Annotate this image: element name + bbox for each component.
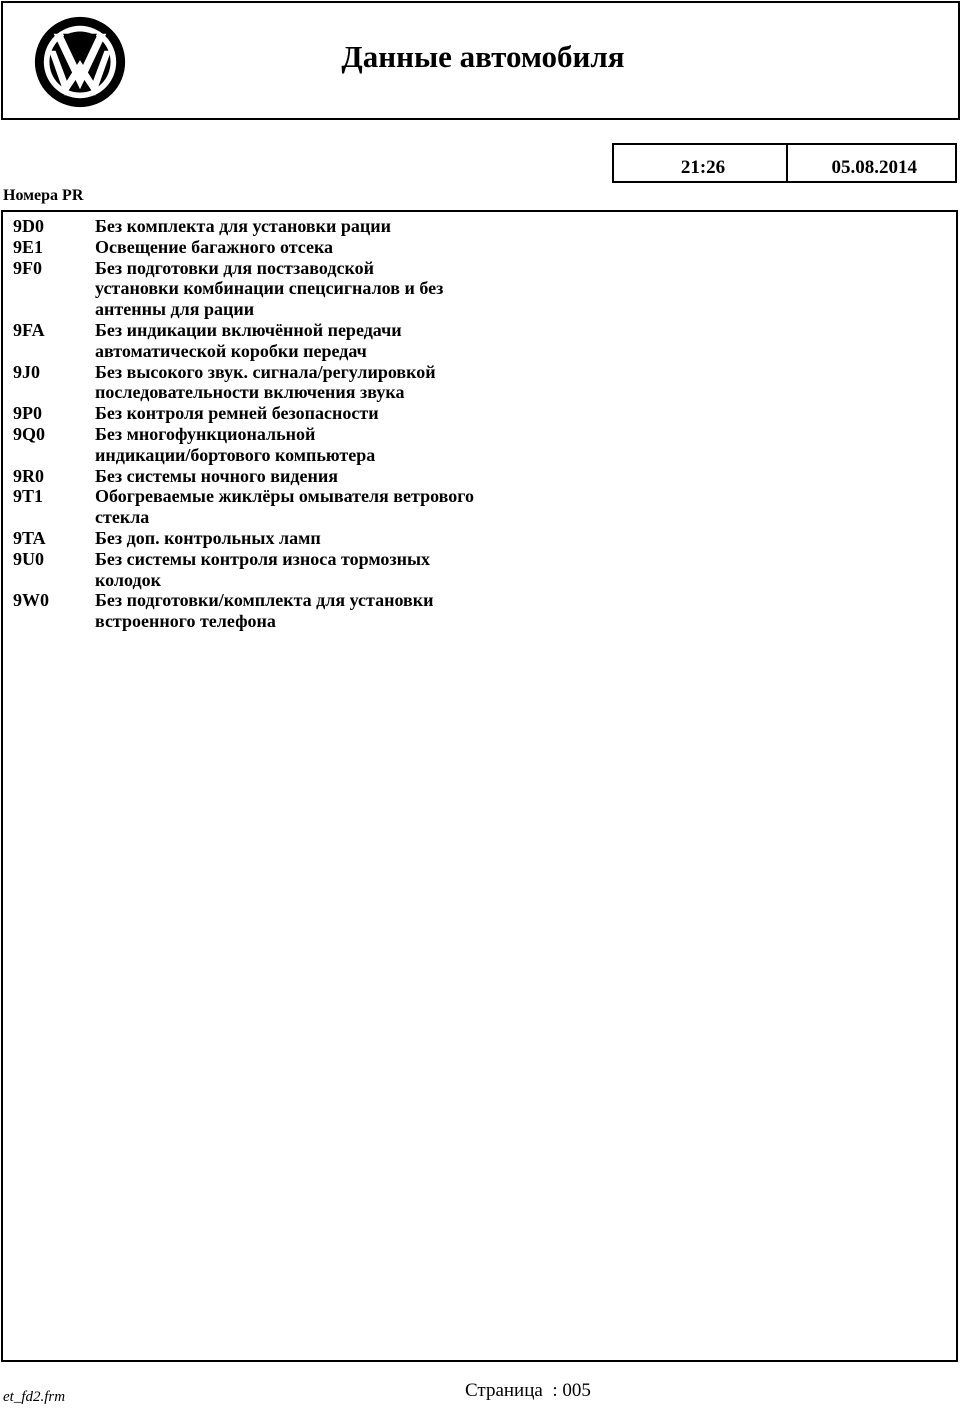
footer-file-name: et_fd2.frm [3, 1389, 66, 1405]
pr-code: 9FA [13, 319, 45, 340]
pr-description: Без комплекта для установки рации [95, 216, 392, 236]
pr-code: 9F0 [13, 257, 42, 278]
date-value: 05.08.2014 [831, 157, 917, 178]
pr-code: 9P0 [13, 403, 42, 424]
pr-code: 9T1 [13, 486, 44, 507]
pr-code: 9W0 [13, 590, 49, 611]
list-item [13, 237, 505, 258]
list-item [13, 320, 505, 362]
pr-code: 9J0 [13, 361, 40, 382]
list-item [13, 466, 505, 487]
pr-code: 9U0 [13, 548, 44, 569]
page-title: Данные автомобиля [341, 39, 625, 74]
list-item [13, 424, 505, 466]
pr-code: 9E1 [13, 236, 44, 257]
list-item [13, 362, 505, 404]
datetime-box [612, 143, 957, 183]
list-item [13, 528, 505, 549]
pr-description: Без высокого звук. сигнала/регулировкой последовательности включения звука [95, 361, 436, 403]
list-item [13, 590, 505, 632]
header-box [1, 1, 960, 120]
pr-description: Освещение багажного отсека [95, 236, 334, 257]
pr-description: Без доп. контрольных ламп [95, 527, 321, 548]
list-item [13, 258, 505, 320]
pr-description: Обогреваемые жиклёры омывателя ветрового стекла [95, 486, 474, 528]
pr-description: Без системы ночного видения [95, 465, 338, 486]
pr-description: Без подготовки/комплекта для установки встроенного телефона [95, 590, 434, 632]
list-item [13, 486, 505, 528]
list-item [13, 216, 505, 237]
pr-description: Без контроля ремней безопасности [95, 403, 379, 424]
list-item [13, 549, 505, 591]
pr-code: 9R0 [13, 465, 44, 486]
list-item [13, 403, 505, 424]
time-value: 21:26 [614, 145, 788, 181]
pr-description: Без подготовки для постзаводской установки комбинации спецсигналов и без антенны для рации [95, 257, 444, 320]
pr-list-box [1, 210, 958, 1362]
section-label: Номера PR [3, 187, 84, 204]
pr-description: Без многофункциональной индикации/бортового компьютера [95, 423, 376, 465]
pr-description: Без системы контроля износа тормозных колодок [95, 548, 431, 590]
pr-code: 9Q0 [13, 423, 46, 444]
footer-page-number: Страница : 005 [465, 1380, 591, 1401]
pr-description: Без индикации включённой передачи автоматической коробки передач [95, 319, 402, 361]
pr-code: 9D0 [13, 216, 44, 236]
pr-code: 9TA [13, 527, 46, 548]
pr-list [13, 216, 505, 632]
